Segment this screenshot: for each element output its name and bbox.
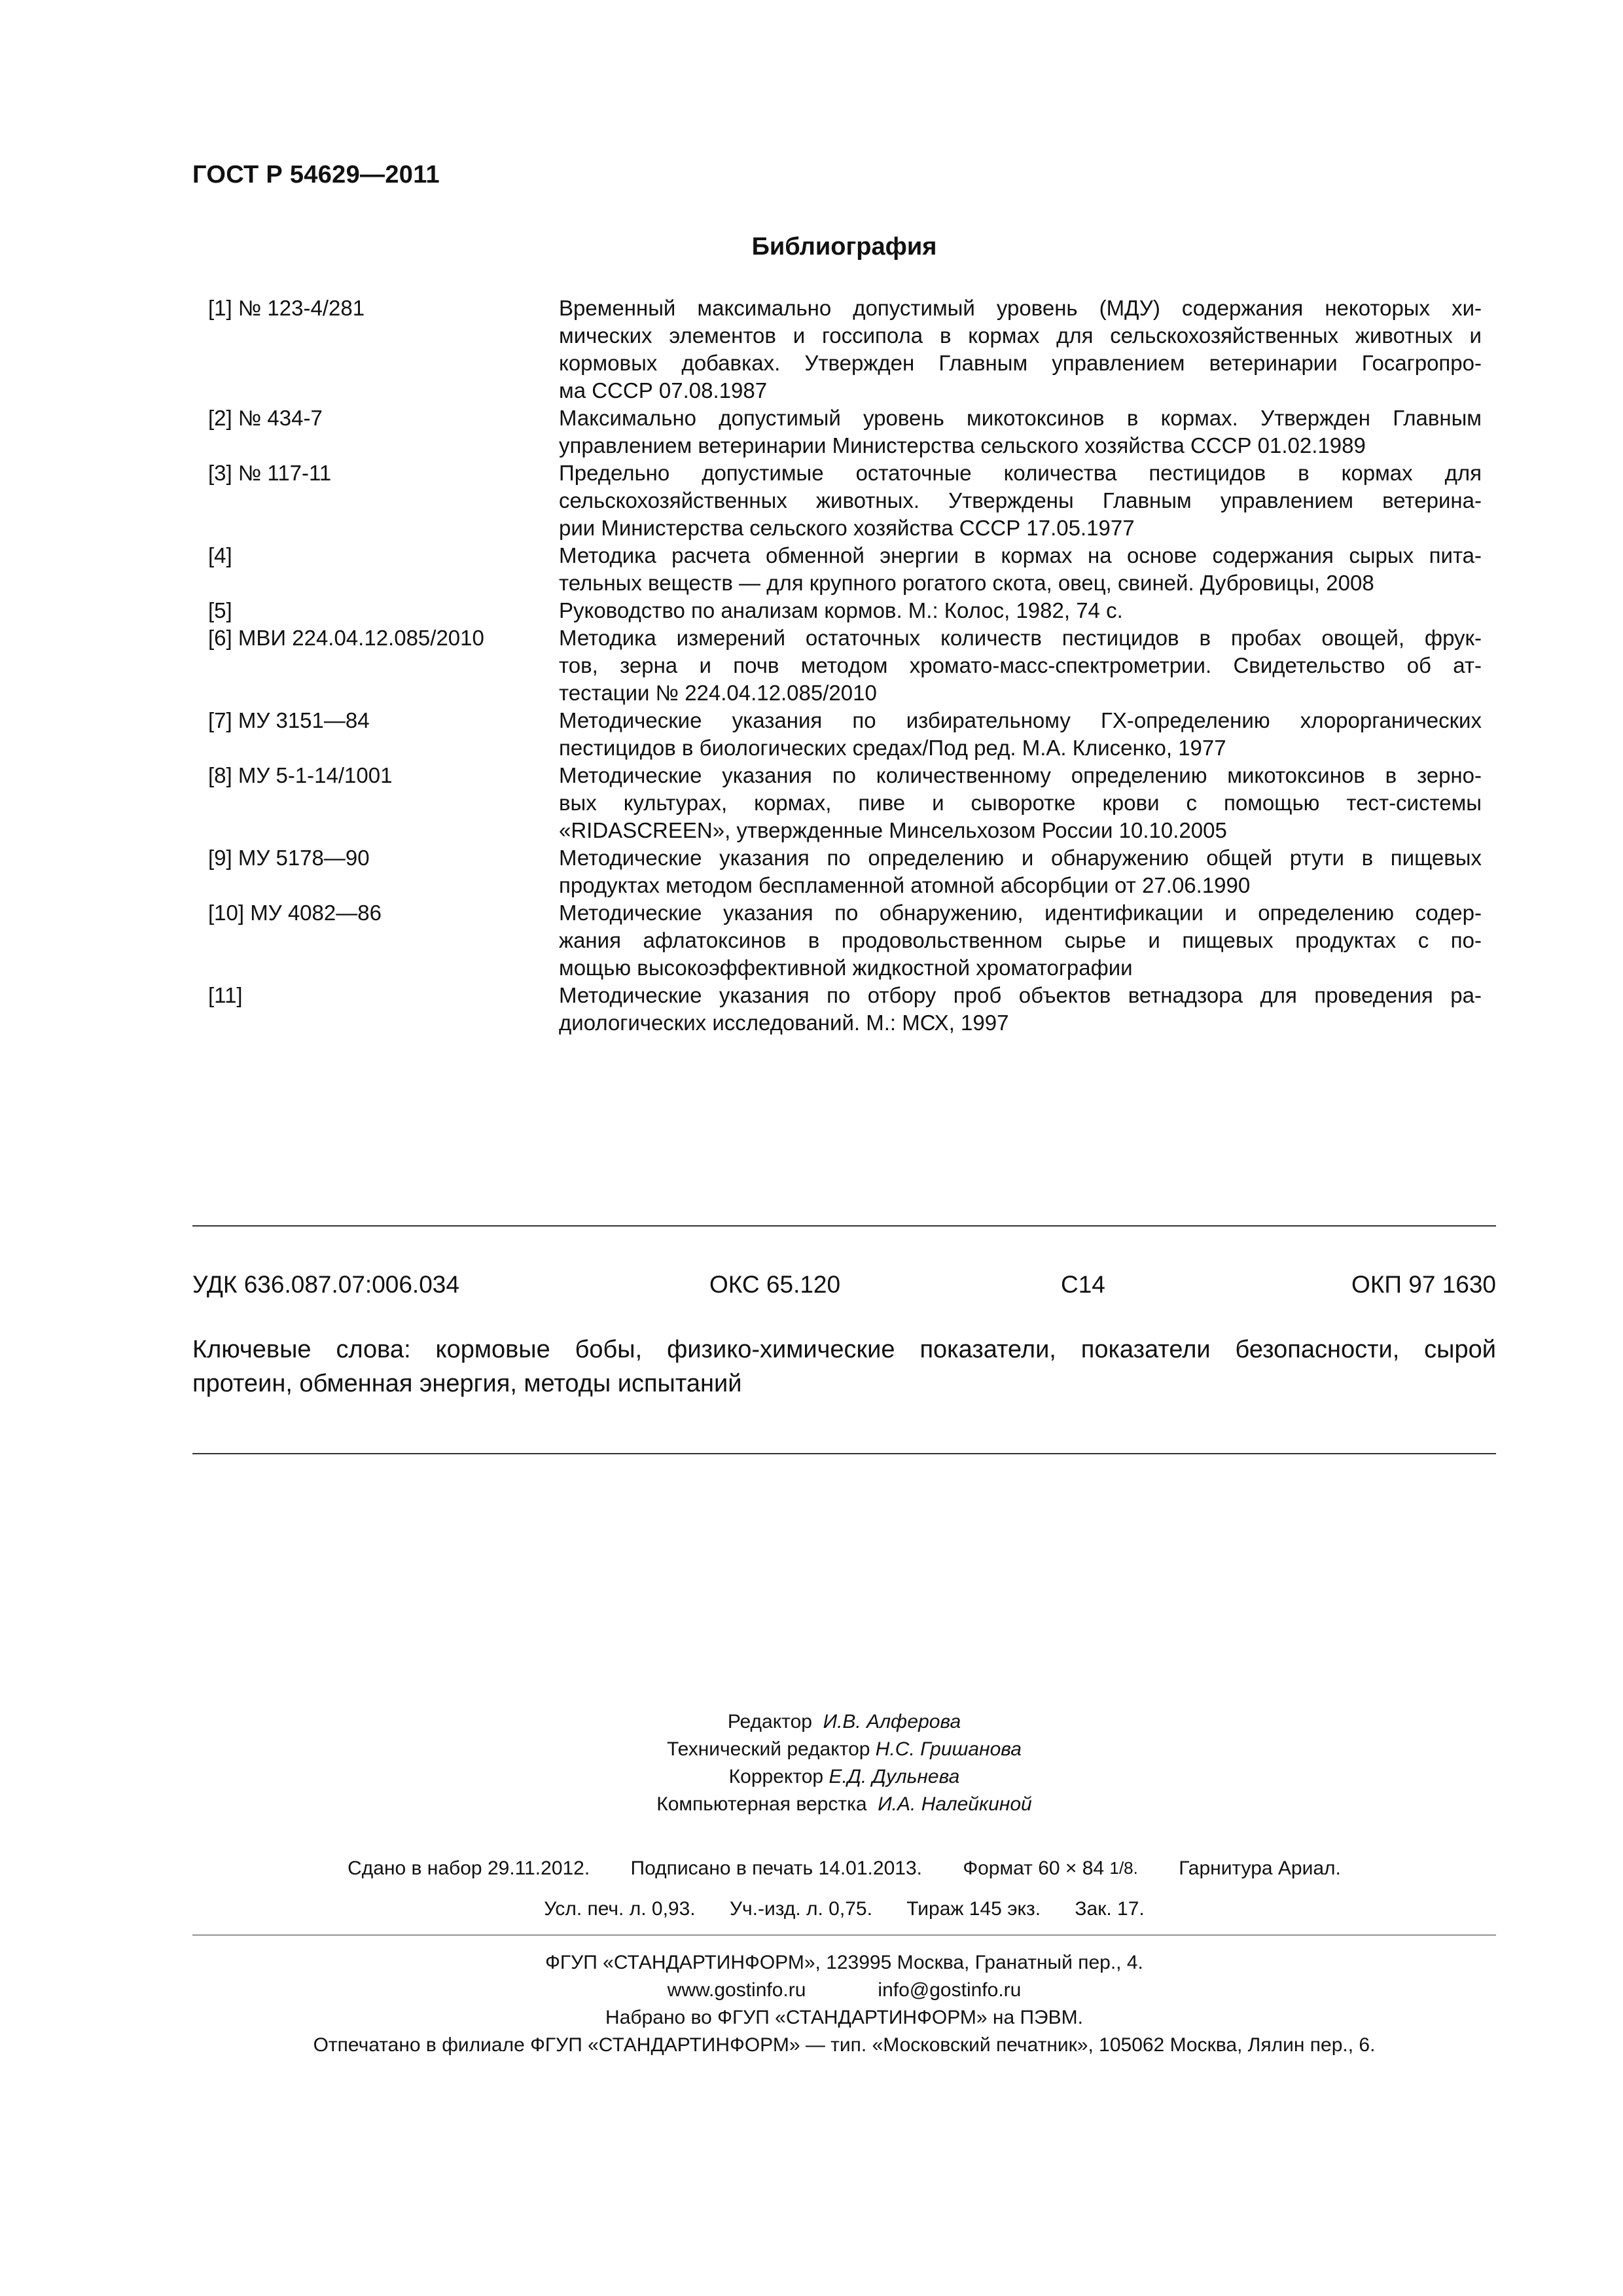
submitted-date: Сдано в набор 29.11.2012. [348,1857,590,1879]
bibliography-entry-line: диологических исследований. М.: МСХ, 1997 [559,1011,1009,1035]
bibliography-entry [208,624,1491,707]
format-fraction: 1/8. [1109,1857,1138,1878]
document-standard-number: ГОСТ Р 54629—2011 [192,161,440,188]
bibliography-entry [208,899,1491,982]
tech-editor-label: Технический редактор [667,1738,870,1760]
printed-note: Отпечатано в филиале ФГУП «СТАНДАРТИНФОРМ» — тип. «Московский печатник», 105062 Москва, Лялин пер., 6. [313,2034,1376,2056]
bibliography-entry-description [559,295,1482,404]
tech-editor-name: Н.С. Гришанова [875,1738,1022,1760]
bibliography-entry-description [559,899,1482,982]
website-link[interactable]: www.gostinfo.ru [667,1979,806,2001]
corrector-label: Корректор [728,1766,824,1787]
bibliography-entry-code: [10] МУ 4082—86 [208,901,382,925]
bottom-divider [192,1453,1496,1454]
bibliography-entry-code: [9] МУ 5178—90 [208,846,370,870]
bibliography-entry-description [559,982,1482,1037]
bibliography-entry-description [559,404,1482,459]
circulation: Тираж 145 экз. [906,1898,1041,1920]
bibliography-entry-line: продуктах методом беспламенной атомной абсорбции от 27.06.1990 [559,873,1251,897]
bibliography-entry [208,982,1491,1037]
publication-line-1 [192,1857,1496,1880]
editor-line [192,1708,1496,1736]
bibliography-entry-line: Методические указания по определению и обнаружению общей ртути в пищевых [559,846,1482,870]
bibliography-entry-line: тельных веществ — для крупного рогатого скота, овец, свиней. Дубровицы, 2008 [559,571,1374,595]
bibliography-entry-code: [2] № 434-7 [208,406,323,430]
bibliography-entry [208,295,1491,404]
bibliography-entry-line: рии Министерства сельского хозяйства СССР 17.05.1977 [559,516,1135,540]
bibliography-entry-code: [4] [208,543,232,567]
bibliography-entry-line: ма СССР 07.08.1987 [559,378,768,403]
bibliography-entry-line: кормовых добавках. Утвержден Главным управлением ветеринарии Госагропро- [559,351,1482,375]
bibliography-entry-line: мических элементов и госсипола в кормах для сельскохозяйственных животных и [559,323,1482,348]
publication-line-2 [192,1898,1496,1920]
bibliography-entry-line: «RIDASCREEN», утвержденные Минсельхозом России 10.10.2005 [559,818,1227,842]
bibliography-entry-line: Методические указания по отбору проб объектов ветнадзора для проведения ра- [559,983,1482,1007]
bibliography-entry-line: Временный максимально допустимый уровень (МДУ) содержания некоторых хи- [559,296,1482,320]
bibliography-entry-line: мощью высокоэффективной жидкостной хроматографии [559,956,1133,980]
order-number: Зак. 17. [1075,1898,1145,1920]
bibliography-entry-line: Методические указания по избирательному ГХ-определению хлорорганических [559,708,1482,732]
oks-code: ОКС 65.120 [709,1271,841,1298]
bibliography-entry-line: Максимально допустимый уровень микотоксинов в кормах. Утвержден Главным [559,406,1482,430]
bibliography-entry-code: [6] МВИ 224.04.12.085/2010 [208,626,484,650]
bibliography-entry-description [559,542,1482,597]
edit-sheets: Уч.-изд. л. 0,75. [729,1898,872,1920]
bibliography-entry-line: Методика измерений остаточных количеств пестицидов в пробах овощей, фрук- [559,626,1482,650]
format-prefix: Формат 60 × 84 [963,1857,1105,1879]
bibliography-list [208,295,1491,1037]
bibliography-entry [208,707,1491,762]
bibliography-entry-code: [1] № 123-4/281 [208,296,365,320]
c-code: С14 [1061,1271,1105,1298]
editor-label: Редактор [727,1711,812,1732]
bibliography-entry-description [559,762,1482,844]
publisher-address: ФГУП «СТАНДАРТИНФОРМ», 123995 Москва, Гранатный пер., 4. [545,1952,1143,1973]
keywords-block [192,1333,1496,1401]
bibliography-entry-description [559,624,1482,707]
bibliography-entry-line: вых культурах, кормах, пиве и сыворотке крови с помощью тест-системы [559,791,1482,815]
bibliography-entry-line: управлением ветеринарии Министерства сельского хозяйства СССР 01.02.1989 [559,433,1366,457]
bibliography-entry-line: пестицидов в биологических средах/Под ред. М.А. Клисенко, 1977 [559,736,1226,760]
bibliography-entry-line: тов, зерна и почв методом хромато-масс-спектрометрии. Свидетельство об ат- [559,653,1482,677]
corrector-line [192,1763,1496,1791]
bibliography-entry [208,459,1491,542]
print-sheets: Усл. печ. л. 0,93. [544,1898,696,1920]
bibliography-entry-description [559,844,1482,899]
typeset-note: Набрано во ФГУП «СТАНДАРТИНФОРМ» на ПЭВМ. [605,2007,1083,2028]
keywords-line-1: Ключевые слова: кормовые бобы, физико-химические показатели, показатели безопасности, сырой [192,1336,1496,1363]
tech-editor-line [192,1736,1496,1763]
udk-code: УДК 636.087.07:006.034 [192,1271,459,1298]
bibliography-entry-line: Руководство по анализам кормов. М.: Колос, 1982, 74 с. [559,598,1123,622]
layout-label: Компьютерная верстка [656,1793,867,1815]
bibliography-entry-code: [8] МУ 5-1-14/1001 [208,763,393,787]
typeface: Гарнитура Ариал. [1179,1857,1341,1879]
bibliography-entry-line: жания афлатоксинов в продовольственном сырье и пищевых продуктах с по- [559,928,1482,952]
corrector-name: Е.Д. Дульнева [829,1766,960,1787]
keywords-line-2: протеин, обменная энергия, методы испытаний [192,1370,742,1397]
credits-block [192,1708,1496,1818]
bibliography-entry [208,844,1491,899]
email-link[interactable]: info@gostinfo.ru [878,1979,1022,2001]
layout-line [192,1791,1496,1818]
bibliography-entry-line: сельскохозяйственных животных. Утверждены Главным управлением ветерина- [559,488,1482,512]
bibliography-entry [208,597,1491,624]
bibliography-title: Библиография [751,233,937,260]
bibliography-entry-code: [11] [208,983,243,1007]
bibliography-entry-code: [5] [208,598,232,622]
footer-block [192,1949,1496,2059]
bibliography-entry [208,762,1491,844]
bibliography-entry-line: Предельно допустимые остаточные количества пестицидов в кормах для [559,461,1482,485]
signed-date: Подписано в печать 14.01.2013. [630,1857,922,1879]
layout-name: И.А. Налейкиной [878,1793,1032,1815]
bibliography-entry-line: Методические указания по количественному определению микотоксинов в зерно- [559,763,1482,787]
bibliography-entry-line: Методика расчета обменной энергии в кормах на основе содержания сырых пита- [559,543,1482,567]
bibliography-entry-code: [3] № 117-11 [208,461,332,485]
top-divider [192,1225,1496,1227]
bibliography-entry-line: тестации № 224.04.12.085/2010 [559,681,877,705]
bibliography-entry-line: Методические указания по обнаружению, идентификации и определению содер- [559,901,1482,925]
paper-format [963,1857,1138,1880]
bibliography-entry-code: [7] МУ 3151—84 [208,708,370,732]
bibliography-entry-description [559,707,1482,762]
okp-code: ОКП 97 1630 [1351,1271,1496,1298]
bibliography-entry [208,404,1491,459]
contacts-line [192,1977,1496,2004]
editor-name: И.В. Алферова [823,1711,961,1732]
bibliography-entry-description [559,459,1482,542]
bibliography-entry [208,542,1491,597]
bibliography-entry-description [559,597,1482,624]
